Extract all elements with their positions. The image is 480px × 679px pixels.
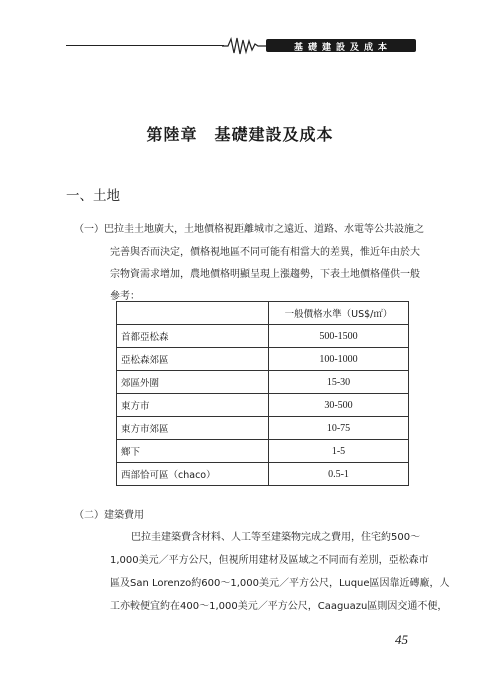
- table-cell-price: 0.5-1: [269, 463, 409, 486]
- table-cell-area: 鄉下: [117, 440, 269, 463]
- header-rule: [66, 45, 224, 46]
- table-cell-area: 西部恰可區（chaco）: [117, 463, 269, 486]
- table-cell-price: 15-30: [269, 371, 409, 394]
- table-cell-area: 首都亞松森: [117, 325, 269, 348]
- header-section-title: 基礎建設及成本: [294, 43, 393, 53]
- paragraph-line: 參考：: [110, 291, 140, 302]
- paragraph-line: 宗物資需求增加，農地價格明顯呈現上漲趨勢，下表土地價格僅供一般: [110, 269, 420, 280]
- item-heading-construction-cost: （二）建築費用: [74, 510, 144, 521]
- table-row: [117, 348, 409, 371]
- paragraph-line: （一）巴拉圭土地廣大，土地價格視距離城市之遠近、道路、水電等公共設施之: [74, 224, 424, 235]
- paragraph-line: 1,000美元／平方公尺，但視所用建材及區域之不同而有差別，亞松森市: [110, 555, 429, 566]
- table-header-row: [117, 302, 409, 325]
- paragraph-line: 巴拉圭建築費含材料、人工等至建築物完成之費用，住宅約500～: [131, 532, 421, 543]
- paragraph-line: 工亦較便宜約在400～1,000美元／平方公尺，Caaguazu區則因交通不便，: [110, 601, 448, 612]
- paragraph-line: 區及San Lorenzo約600～1,000美元／平方公尺，Luque區因靠近磚廠，人: [110, 578, 450, 589]
- page-number: 45: [395, 632, 408, 647]
- table-header-price: 一般價格水準（US$/㎡）: [269, 302, 409, 325]
- table-header-empty: [117, 302, 269, 325]
- section-heading-land: 一、土地: [66, 188, 120, 204]
- table-cell-price: 10-75: [269, 417, 409, 440]
- table-cell-price: 30-500: [269, 394, 409, 417]
- land-price-table: [116, 301, 409, 486]
- table-row: [117, 417, 409, 440]
- chapter-title: 第陸章 基礎建設及成本: [146, 125, 334, 144]
- table-cell-area: 郊區外圍: [117, 371, 269, 394]
- table-cell-price: 1-5: [269, 440, 409, 463]
- table-row: [117, 371, 409, 394]
- table-row: [117, 325, 409, 348]
- table-cell-area: 東方市郊區: [117, 417, 269, 440]
- table-row: [117, 440, 409, 463]
- table-cell-price: 100-1000: [269, 348, 409, 371]
- table-cell-price: 500-1500: [269, 325, 409, 348]
- table-cell-area: 亞松森郊區: [117, 348, 269, 371]
- table-row: [117, 394, 409, 417]
- header-wave-ornament: [222, 36, 268, 56]
- table-cell-area: 東方市: [117, 394, 269, 417]
- table-row: [117, 463, 409, 486]
- paragraph-line: 完善與否而決定，價格視地區不同可能有相當大的差異，惟近年由於大: [110, 247, 420, 258]
